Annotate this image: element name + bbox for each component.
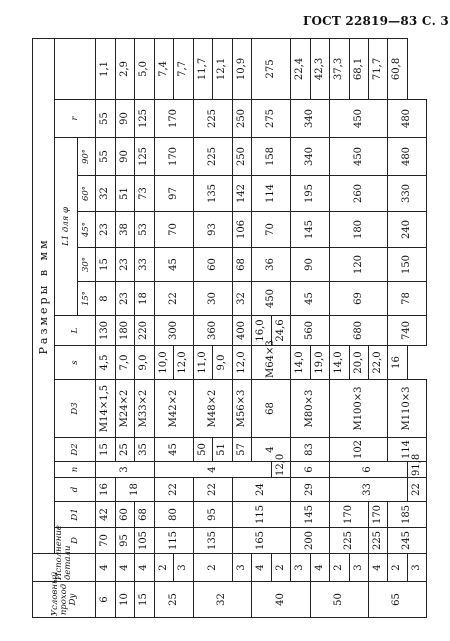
table-row: [115, 38, 134, 617]
cell-mass: 1,1: [96, 38, 115, 99]
cell-isp: 2: [271, 554, 290, 582]
cell-D3: M48×2: [193, 380, 232, 438]
col-header-D3: D3: [55, 380, 96, 438]
cell-L: 680: [330, 316, 388, 346]
cell-30: 150: [388, 248, 427, 282]
cell-45: 240: [388, 212, 427, 248]
cell-isp: 4: [310, 554, 329, 582]
col-header-45: 45°: [78, 212, 96, 248]
cell-dy: 50: [310, 582, 368, 618]
cell-90: 275: [252, 100, 291, 138]
cell-r: 480: [388, 100, 427, 138]
cell-30: 120: [330, 248, 388, 282]
cell-45: 180: [330, 212, 388, 248]
cell-r: 55: [96, 100, 115, 138]
cell-D1: 68: [135, 502, 154, 528]
cell-s: 14,0: [291, 346, 310, 380]
cell-60: 32: [96, 176, 115, 212]
cell-mass: 91,8: [407, 462, 427, 478]
cell-s: 12,0: [232, 346, 251, 380]
cell-D3: M33×2: [135, 380, 154, 438]
cell-mass: 10,9: [232, 38, 251, 99]
cell-15: 22: [154, 282, 193, 316]
cell-mass: 11,7: [193, 38, 212, 99]
cell-15: 78: [388, 282, 427, 316]
cell-d: 22: [193, 478, 232, 502]
dimensions-table: [32, 38, 427, 618]
cell-isp: 4: [96, 554, 115, 582]
table-row: [135, 38, 154, 617]
cell-60: 135: [193, 176, 232, 212]
table-row: [193, 38, 212, 617]
cell-D: 115: [154, 528, 193, 554]
col-header-d: d: [55, 478, 96, 502]
cell-45: 38: [115, 212, 134, 248]
cell-D3: M64×3: [252, 346, 291, 380]
cell-90: 125: [135, 138, 154, 176]
cell-D1: 185: [388, 502, 427, 528]
cell-90: 480: [388, 138, 427, 176]
cell-n: 4: [252, 438, 291, 462]
cell-D: 135: [193, 528, 232, 554]
cell-D2: 83: [291, 438, 330, 462]
cell-15: 69: [330, 282, 388, 316]
cell-45: 93: [193, 212, 232, 248]
cell-d: 18: [115, 478, 154, 502]
cell-isp: 4: [135, 554, 154, 582]
cell-isp: 3: [174, 554, 193, 582]
cell-dy: 40: [252, 582, 310, 618]
cell-60: 330: [388, 176, 427, 212]
cell-30: 60: [193, 248, 232, 282]
cell-90: 170: [154, 138, 193, 176]
cell-45: 23: [96, 212, 115, 248]
cell-r: 90: [115, 100, 134, 138]
cell-s: 12,0: [174, 346, 193, 380]
cell-30: 33: [135, 248, 154, 282]
cell-D: 70: [96, 528, 115, 554]
cell-d: 24: [232, 478, 290, 502]
cell-D: 200: [291, 528, 330, 554]
cell-L: 220: [135, 316, 154, 346]
cell-n: 6: [330, 462, 408, 478]
cell-L: 130: [96, 316, 115, 346]
cell-30: 45: [154, 248, 193, 282]
table-title: Размеры в мм: [33, 38, 55, 553]
cell-D2: 15: [96, 438, 115, 462]
cell-mass: 37,3: [330, 38, 349, 99]
cell-60: 73: [135, 176, 154, 212]
col-header-D2: D2: [55, 438, 96, 462]
table-row: [96, 38, 115, 617]
cell-30: 70: [252, 212, 291, 248]
cell-s: 7,0: [115, 346, 134, 380]
cell-15: 30: [193, 282, 232, 316]
cell-s: 16: [388, 346, 407, 380]
col-header-n: n: [55, 462, 96, 478]
table-row: [232, 38, 251, 617]
cell-mass: 68,1: [349, 38, 368, 99]
cell-dy: 10: [115, 582, 134, 618]
cell-dy: 6: [96, 582, 115, 618]
cell-L: 450: [252, 282, 291, 316]
cell-s: 10,0: [154, 346, 173, 380]
cell-D1: 115: [232, 502, 290, 528]
cell-d: 29: [291, 478, 330, 502]
cell-r: 170: [154, 100, 193, 138]
cell-15: 8: [96, 282, 115, 316]
cell-n: 4: [154, 462, 271, 478]
cell-isp: 2: [330, 554, 349, 582]
cell-30: 15: [96, 248, 115, 282]
col-header-L: L: [55, 316, 96, 346]
cell-r: 225: [193, 100, 232, 138]
page-header: ГОСТ 22819—83 С. 3: [303, 14, 449, 28]
cell-isp: 3: [407, 554, 427, 582]
cell-mass: 24,6: [271, 316, 290, 346]
cell-15: 18: [135, 282, 154, 316]
cell-D: 245: [388, 528, 427, 554]
cell-isp: 2: [154, 554, 173, 582]
cell-mass: 22,4: [291, 38, 310, 99]
cell-L: 300: [154, 316, 193, 346]
cell-s: 19,0: [310, 346, 329, 380]
col-header-D: D: [55, 528, 96, 554]
cell-mass: 5,0: [135, 38, 154, 99]
cell-mass: 2,9: [115, 38, 134, 99]
cell-D3: M100×3: [330, 380, 388, 438]
cell-D2: 114: [388, 438, 427, 462]
table-row: [330, 38, 349, 617]
col-header-30: 30°: [78, 248, 96, 282]
cell-D: 95: [115, 528, 134, 554]
cell-30: 68: [232, 248, 251, 282]
col-header-15: 15°: [78, 282, 96, 316]
cell-L: 560: [291, 316, 330, 346]
cell-30: 90: [291, 248, 330, 282]
cell-d: 16: [96, 478, 115, 502]
cell-45: 145: [291, 212, 330, 248]
cell-L: 360: [193, 316, 232, 346]
cell-s: 20,0: [349, 346, 368, 380]
cell-45: 106: [232, 212, 251, 248]
cell-D3: M24×2: [115, 380, 134, 438]
cell-D3: M56×3: [232, 380, 251, 438]
col-header-r: r: [55, 100, 96, 138]
cell-D2: 57: [232, 438, 251, 462]
cell-dy: 15: [135, 582, 154, 618]
cell-r: 275: [252, 38, 291, 99]
cell-isp: 3: [232, 554, 251, 582]
cell-D1: 80: [154, 502, 193, 528]
cell-isp: 3: [291, 554, 310, 582]
cell-90: 340: [291, 138, 330, 176]
cell-D1: 60: [115, 502, 134, 528]
cell-D: 165: [232, 528, 290, 554]
cell-D2: 51: [213, 438, 232, 462]
cell-60: 97: [154, 176, 193, 212]
cell-n: 6: [291, 462, 330, 478]
cell-r: 125: [135, 100, 154, 138]
table-row: [291, 38, 310, 617]
cell-D2: 35: [135, 438, 154, 462]
cell-D2: 50: [193, 438, 212, 462]
cell-mass: 60,8: [388, 38, 407, 99]
cell-s: 9,0: [213, 346, 232, 380]
cell-D3: M80×3: [291, 380, 330, 438]
cell-60: 195: [291, 176, 330, 212]
cell-r: 450: [330, 100, 388, 138]
cell-isp: 4: [252, 554, 271, 582]
cell-isp: 4: [369, 554, 388, 582]
cell-D3: M110×3: [388, 380, 427, 438]
cell-dy: 32: [193, 582, 251, 618]
table-row: [154, 38, 173, 617]
cell-isp: 3: [349, 554, 368, 582]
cell-s: 11,0: [193, 346, 212, 380]
cell-isp: 4: [115, 554, 134, 582]
cell-90: 90: [115, 138, 134, 176]
cell-D1: 95: [193, 502, 232, 528]
cell-r: 250: [232, 100, 251, 138]
cell-s: 9,0: [135, 346, 154, 380]
col-header-s: s: [55, 346, 96, 380]
col-header-isp: Исполнение детали: [33, 554, 96, 582]
col-header-dy: Условный проход Dy: [33, 582, 96, 618]
cell-mass: 71,7: [369, 38, 388, 99]
cell-s: 12,0: [271, 462, 290, 478]
cell-15: 36: [252, 248, 291, 282]
table-row: [388, 38, 407, 617]
col-header-60: 60°: [78, 176, 96, 212]
cell-D1: 170: [369, 502, 388, 528]
cell-15: 32: [232, 282, 251, 316]
cell-30: 23: [115, 248, 134, 282]
cell-D: 225: [369, 528, 388, 554]
cell-D2: 102: [330, 438, 388, 462]
cell-D2: 68: [252, 380, 291, 438]
cell-s: 22: [407, 478, 427, 502]
cell-15: 45: [291, 282, 330, 316]
cell-L: 180: [115, 316, 134, 346]
cell-n: 3: [96, 462, 154, 478]
cell-mass: 42,3: [310, 38, 329, 99]
cell-90: 225: [193, 138, 232, 176]
cell-r: 340: [291, 100, 330, 138]
cell-mass: 12,1: [213, 38, 232, 99]
col-header-L1: L1 для φ: [55, 138, 78, 316]
cell-D1: 170: [330, 502, 369, 528]
cell-45: 70: [154, 212, 193, 248]
cell-D2: 25: [115, 438, 134, 462]
cell-D1: 42: [96, 502, 115, 528]
cell-L: 400: [232, 316, 251, 346]
cell-isp: 2: [193, 554, 232, 582]
cell-dy: 25: [154, 582, 193, 618]
cell-D3: M42×2: [154, 380, 193, 438]
cell-s: 14,0: [330, 346, 349, 380]
cell-D: 105: [135, 528, 154, 554]
cell-s: 16,0: [252, 316, 271, 346]
cell-D2: 45: [154, 438, 193, 462]
cell-45: 53: [135, 212, 154, 248]
cell-D: 225: [330, 528, 369, 554]
cell-45: 114: [252, 176, 291, 212]
cell-90: 250: [232, 138, 251, 176]
cell-90: 55: [96, 138, 115, 176]
cell-60: 142: [232, 176, 251, 212]
col-header-90: 90°: [78, 138, 96, 176]
cell-mass: 7,7: [174, 38, 193, 99]
cell-d: 22: [154, 478, 193, 502]
cell-dy: 65: [369, 582, 427, 618]
col-header-D1: D1: [55, 502, 96, 528]
cell-D1: 145: [291, 502, 330, 528]
cell-60: 158: [252, 138, 291, 176]
cell-L: 740: [388, 316, 427, 346]
rotated-table-wrapper: [32, 39, 422, 618]
cell-d: 33: [330, 478, 408, 502]
cell-s: 22,0: [369, 346, 388, 380]
cell-90: 450: [330, 138, 388, 176]
cell-mass: 7,4: [154, 38, 173, 99]
cell-15: 23: [115, 282, 134, 316]
cell-60: 51: [115, 176, 134, 212]
cell-D3: M14×1,5: [96, 380, 115, 438]
cell-isp: 2: [388, 554, 407, 582]
cell-s: 4,5: [96, 346, 115, 380]
cell-60: 260: [330, 176, 388, 212]
